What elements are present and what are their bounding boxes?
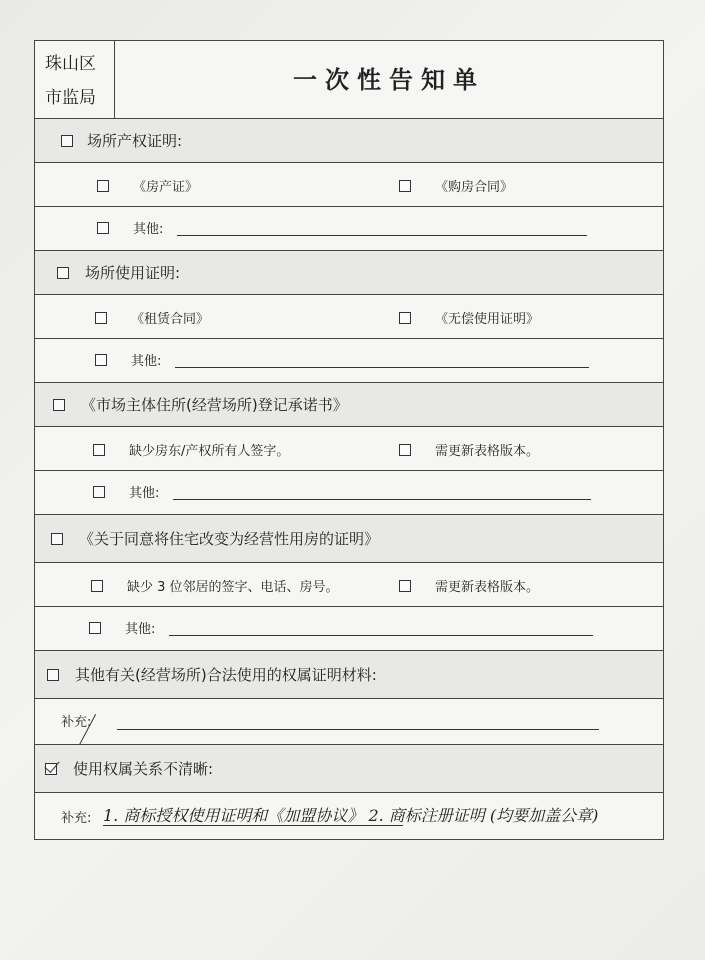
option-label: 《购房合同》 — [435, 180, 514, 195]
checkbox-other[interactable] — [95, 354, 107, 366]
checkbox-update-form-version[interactable] — [399, 444, 411, 456]
notice-form — [34, 40, 664, 840]
checkbox-purchase-contract[interactable] — [399, 180, 411, 192]
other-label: 其他: — [125, 622, 156, 637]
form-header — [35, 41, 663, 119]
handwritten-supplement: 1. 商标授权使用证明和《加盟协议》 2. 商标注册证明 (均要加盖公章) — [103, 806, 599, 825]
checkbox-missing-landlord-signature[interactable] — [93, 444, 105, 456]
checkbox-free-use-proof[interactable] — [399, 312, 411, 324]
other-fill-line[interactable] — [173, 499, 591, 500]
other-row — [35, 207, 663, 251]
other-row — [35, 339, 663, 383]
checkbox-registration-commitment[interactable] — [53, 399, 65, 411]
other-fill-line[interactable] — [177, 235, 587, 236]
checkbox-lease-contract[interactable] — [95, 312, 107, 324]
checkbox-other-ownership-materials[interactable] — [47, 669, 59, 681]
option-row — [35, 295, 663, 339]
checkbox-residential-conversion[interactable] — [51, 533, 63, 545]
section-label: 场所产权证明: — [87, 132, 183, 150]
option-label: 需更新表格版本。 — [435, 580, 540, 595]
supplement-fill-line[interactable] — [117, 729, 599, 730]
option-row — [35, 163, 663, 207]
other-label: 其他: — [133, 222, 164, 237]
checkbox-property-certificate[interactable] — [97, 180, 109, 192]
office-line-1: 珠山区 — [45, 54, 96, 74]
form-title: 一次性告知单 — [293, 65, 485, 94]
supplement-label: 补充: — [61, 715, 92, 730]
option-row — [35, 563, 663, 607]
section-label: 《关于同意将住宅改变为经营性用房的证明》 — [79, 530, 380, 548]
section-registration-commitment — [35, 383, 663, 427]
other-label: 其他: — [129, 486, 160, 501]
section-label: 其他有关(经营场所)合法使用的权属证明材料: — [75, 666, 377, 684]
checkbox-missing-neighbor-info[interactable] — [91, 580, 103, 592]
issuing-office — [35, 41, 115, 119]
option-label: 《租赁合同》 — [131, 312, 210, 327]
checkbox-other[interactable] — [97, 222, 109, 234]
option-label: 缺少 3 位邻居的签字、电话、房号。 — [127, 580, 339, 595]
office-line-2: 市监局 — [45, 88, 96, 108]
supplement-fill-line[interactable] — [103, 825, 403, 826]
other-fill-line[interactable] — [169, 635, 593, 636]
supplement-row — [35, 699, 663, 745]
other-fill-line[interactable] — [175, 367, 589, 368]
checkbox-use-proof[interactable] — [57, 267, 69, 279]
section-label: 使用权属关系不清晰: — [73, 760, 214, 778]
option-label: 《房产证》 — [133, 180, 199, 195]
section-label: 场所使用证明: — [85, 264, 181, 282]
option-label: 缺少房东/产权所有人签字。 — [129, 444, 290, 459]
section-residential-conversion — [35, 515, 663, 563]
option-label: 《无偿使用证明》 — [435, 312, 540, 327]
section-property-proof — [35, 119, 663, 163]
supplement-label: 补充: — [61, 811, 92, 826]
other-row — [35, 607, 663, 651]
supplement-row — [35, 793, 663, 839]
checkbox-update-form-version[interactable] — [399, 580, 411, 592]
option-label: 需更新表格版本。 — [435, 444, 540, 459]
section-other-ownership-materials — [35, 651, 663, 699]
section-label: 《市场主体住所(经营场所)登记承诺书》 — [81, 396, 348, 414]
section-unclear-ownership — [35, 745, 663, 793]
checkbox-unclear-ownership[interactable] — [45, 763, 57, 775]
checkbox-other[interactable] — [89, 622, 101, 634]
other-row — [35, 471, 663, 515]
section-use-proof — [35, 251, 663, 295]
checkbox-property-proof[interactable] — [61, 135, 73, 147]
other-label: 其他: — [131, 354, 162, 369]
option-row — [35, 427, 663, 471]
checkbox-other[interactable] — [93, 486, 105, 498]
